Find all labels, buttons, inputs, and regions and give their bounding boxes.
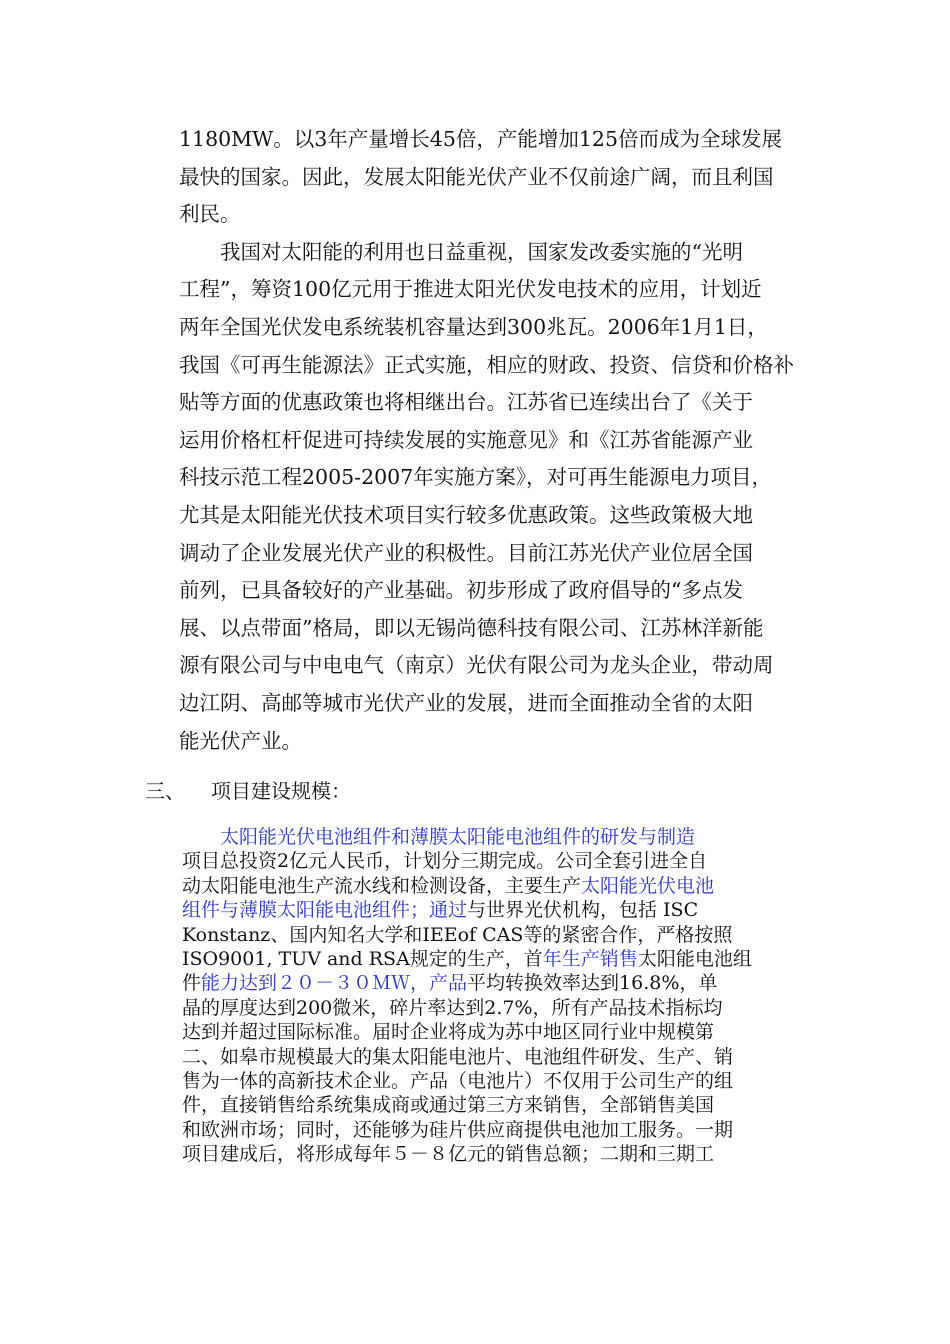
text-line: 1180MW。以3年产量增长45倍，产能增加125倍而成为全球发展	[179, 127, 782, 151]
text-line: 利民。	[179, 202, 241, 227]
text-line: 和欧洲市场；同时，还能够为硅片供应商提供电池加工服务。一期	[182, 1118, 734, 1141]
paragraph-solar-industry	[179, 121, 794, 760]
plain-text: ISO9001, TUV and RSA规定的生产，首	[182, 947, 543, 970]
highlighted-text: 组件与薄膜太阳能电池组件；通过	[182, 899, 468, 922]
highlighted-text: 年生产销售	[542, 947, 638, 970]
text-line: 运用价格杠杆促进可持续发展的实施意见》和《江苏省能源产业	[179, 427, 753, 452]
text-line: 调动了企业发展光伏产业的积极性。目前江苏光伏产业位居全国	[179, 540, 753, 565]
text-line: 边江阴、高邮等城市光伏产业的发展，进而全面推动全省的太阳	[179, 690, 753, 715]
text-line: Konstanz、国内知名大学和IEEof CAS等的紧密合作，严格按照	[182, 923, 733, 946]
text-line: 展、以点带面”格局，即以无锡尚德科技有限公司、江苏林洋新能	[179, 615, 764, 640]
text-line: 能光伏产业。	[179, 728, 302, 753]
text-line: 源有限公司与中电电气（南京）光伏有限公司为龙头企业，带动周	[179, 653, 774, 678]
text-line: 尤其是太阳能光伏技术项目实行较多优惠政策。这些政策极大地	[179, 502, 753, 527]
text-line: 前列，已具备较好的产业基础。初步形成了政府倡导的“多点发	[179, 578, 743, 603]
text-line: 贴等方面的优惠政策也将相继出台。江苏省已连续出台了《关于	[179, 390, 753, 415]
section-heading	[145, 777, 351, 805]
plain-text: 太阳能电池组	[637, 947, 752, 970]
text-line: 两年全国光伏发电系统装机容量达到300兆瓦。2006年1月1日，	[179, 314, 768, 339]
text-line	[182, 874, 752, 898]
text-line: 达到并超过国际标准。届时企业将成为苏中地区同行业中规模第	[182, 1021, 715, 1044]
plain-text: 动太阳能电池生产流水线和检测设备，主要生产	[182, 874, 582, 897]
text-line: 件，直接销售给系统集成商或通过第三方来销售，全部销售美国	[182, 1094, 715, 1117]
text-line: 二、如皋市规模最大的集太阳能电池片、电池组件研发、生产、销	[182, 1045, 734, 1068]
text-line: 我国《可再生能源法》正式实施，相应的财政、投资、信贷和价格补	[179, 352, 794, 377]
plain-text: 与世界光伏机构，包括 ISC	[467, 899, 699, 922]
text-line	[182, 825, 752, 849]
text-line	[182, 971, 752, 995]
highlighted-text: 太阳能光伏电池组件和薄膜太阳能电池组件的研发与制造	[220, 826, 696, 848]
indent	[182, 826, 220, 848]
text-line	[182, 947, 752, 971]
text-line: 项目总投资2亿元人民币，计划分三期完成。公司全套引进全自	[182, 850, 708, 873]
text-line: 最快的国家。因此，发展太阳能光伏产业不仅前途广阔，而且利国	[179, 164, 774, 189]
text-line	[182, 898, 752, 922]
text-line: 我国对太阳能的利用也日益重视，国家发改委实施的“光明	[179, 239, 743, 264]
plain-text: 件	[182, 972, 202, 995]
text-line: 售为一体的高新技术企业。产品（电池片）不仅用于公司生产的组	[182, 1069, 734, 1092]
highlighted-text: 能力达到２０－３０ＭＷ，产品	[201, 972, 468, 995]
section-number: 三、	[145, 779, 185, 803]
text-line: 工程”，筹资100亿元用于推进太阳光伏发电技术的应用，计划近	[179, 277, 762, 302]
text-line: 科技示范工程2005-2007年实施方案》，对可再生能源电力项目，	[179, 465, 773, 490]
text-line: 晶的厚度达到200微米，碎片率达到2.7%，所有产品技术指标均	[182, 996, 723, 1019]
highlighted-text: 太阳能光伏电池	[581, 874, 715, 897]
text-line: 项目建成后，将形成每年５－８亿元的销售总额；二期和三期工	[182, 1143, 715, 1166]
plain-text: 平均转换效率达到16.8%，单	[467, 972, 718, 995]
section-title: 项目建设规模：	[211, 779, 351, 803]
paragraph-project-scale	[182, 825, 752, 1166]
